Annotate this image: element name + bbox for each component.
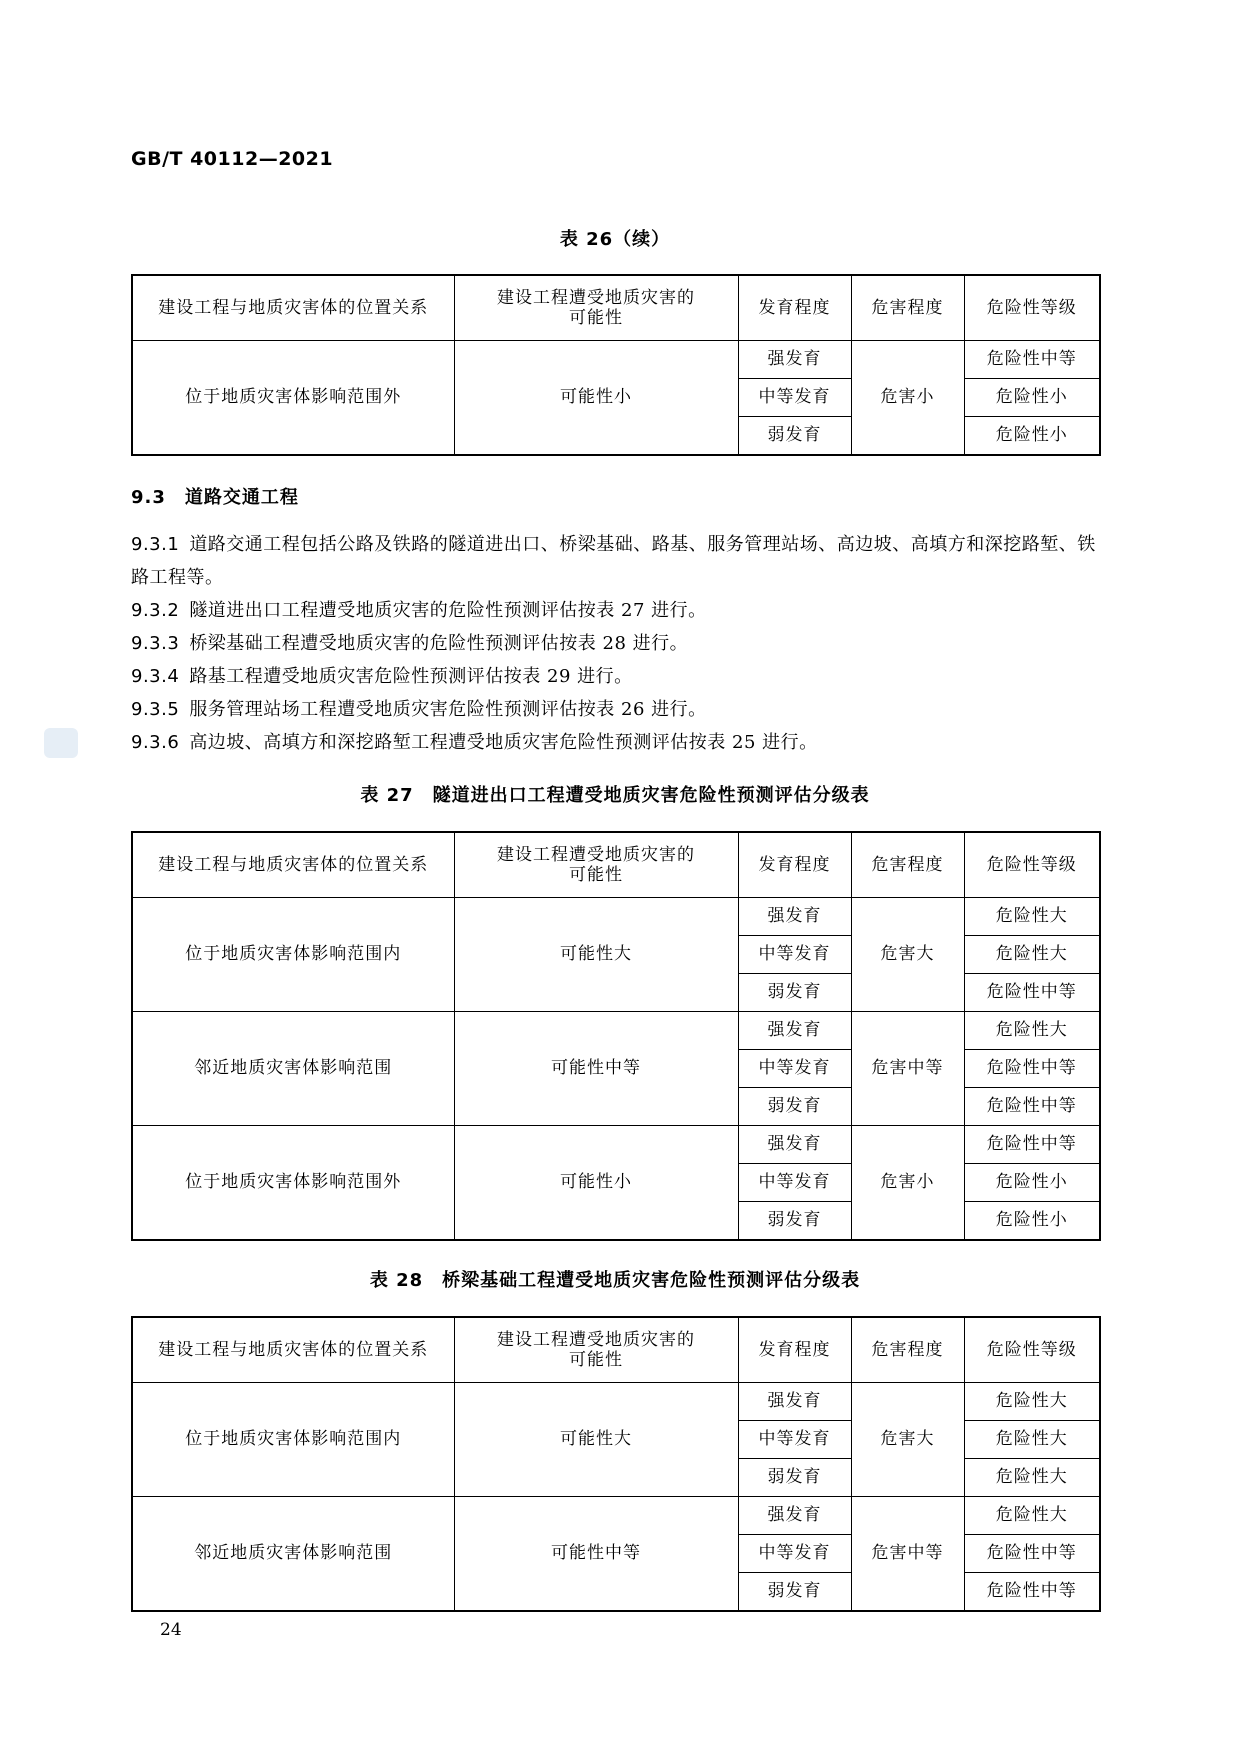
- paragraph-text: 道路交通工程包括公路及铁路的隧道进出口、桥梁基础、路基、服务管理站场、高边坡、高填方和深挖路堑、铁路工程等。: [131, 534, 1096, 588]
- possibility-cell: 可能性中等: [454, 1012, 738, 1126]
- header-possibility-line1: 建设工程遭受地质灾害的: [497, 844, 695, 865]
- paragraph-9-3-6: [131, 726, 1099, 759]
- development-cell: 中等发育: [738, 1421, 851, 1459]
- table27: [131, 831, 1101, 1241]
- header-risk: 危险性等级: [964, 832, 1100, 898]
- paragraph-9-3-3: [131, 627, 1099, 660]
- position-cell: 位于地质灾害体影响范围内: [132, 1383, 454, 1497]
- harm-cell: 危害小: [851, 1126, 964, 1241]
- header-possibility-line1: 建设工程遭受地质灾害的: [497, 1329, 695, 1350]
- position-cell: 位于地质灾害体影响范围外: [132, 341, 454, 456]
- possibility-cell: 可能性小: [454, 341, 738, 456]
- development-cell: 中等发育: [738, 379, 851, 417]
- position-cell: 位于地质灾害体影响范围内: [132, 898, 454, 1012]
- paragraph-number: 9.3.1: [131, 534, 180, 555]
- risk-level-cell: 危险性大: [964, 1383, 1100, 1421]
- paragraph-text: 服务管理站场工程遭受地质灾害危险性预测评估按表 26 进行。: [189, 699, 707, 720]
- risk-level-cell: 危险性小: [964, 417, 1100, 456]
- header-harm: 危害程度: [851, 832, 964, 898]
- paragraph-text: 隧道进出口工程遭受地质灾害的危险性预测评估按表 27 进行。: [189, 600, 707, 621]
- risk-level-cell: 危险性大: [964, 936, 1100, 974]
- risk-level-cell: 危险性中等: [964, 1088, 1100, 1126]
- paragraph-9-3-1: [131, 528, 1099, 594]
- header-row: [132, 832, 1100, 898]
- development-cell: 弱发育: [738, 974, 851, 1012]
- paragraph-9-3-5: [131, 693, 1099, 726]
- paragraph-number: 9.3.3: [131, 633, 180, 654]
- development-cell: 中等发育: [738, 936, 851, 974]
- header-position: 建设工程与地质灾害体的位置关系: [132, 275, 454, 341]
- paragraph-text: 高边坡、高填方和深挖路堑工程遭受地质灾害危险性预测评估按表 25 进行。: [189, 732, 818, 753]
- header-harm: 危害程度: [851, 275, 964, 341]
- risk-level-cell: 危险性中等: [964, 974, 1100, 1012]
- development-cell: 强发育: [738, 1126, 851, 1164]
- development-cell: 弱发育: [738, 1202, 851, 1241]
- harm-cell: 危害大: [851, 1383, 964, 1497]
- header-possibility-line2: 可能性: [569, 308, 623, 328]
- risk-level-cell: 危险性中等: [964, 1573, 1100, 1612]
- header-possibility-line2: 可能性: [569, 865, 623, 885]
- possibility-cell: 可能性小: [454, 1126, 738, 1241]
- header-risk: 危险性等级: [964, 275, 1100, 341]
- header-development: 发育程度: [738, 1317, 851, 1383]
- header-possibility-line2: 可能性: [569, 1350, 623, 1370]
- paragraph-number: 9.3.4: [131, 666, 180, 687]
- paragraph-9-3-4: [131, 660, 1099, 693]
- risk-level-cell: 危险性中等: [964, 1535, 1100, 1573]
- table27-caption: 表 27 隧道进出口工程遭受地质灾害危险性预测评估分级表: [360, 785, 870, 806]
- development-cell: 中等发育: [738, 1050, 851, 1088]
- table26-caption: 表 26（续）: [559, 229, 671, 250]
- table26: [131, 274, 1101, 456]
- development-cell: 强发育: [738, 1383, 851, 1421]
- header-row: [132, 275, 1100, 341]
- harm-cell: 危害中等: [851, 1012, 964, 1126]
- development-cell: 中等发育: [738, 1535, 851, 1573]
- paragraph-9-3-2: [131, 594, 1099, 627]
- table-row: [132, 1126, 1100, 1164]
- table-row: [132, 1383, 1100, 1421]
- header-possibility: [454, 1317, 738, 1383]
- header-position: 建设工程与地质灾害体的位置关系: [132, 832, 454, 898]
- header-position: 建设工程与地质灾害体的位置关系: [132, 1317, 454, 1383]
- development-cell: 弱发育: [738, 1573, 851, 1612]
- development-cell: 中等发育: [738, 1164, 851, 1202]
- risk-level-cell: 危险性大: [964, 1497, 1100, 1535]
- paragraph-text: 路基工程遭受地质灾害危险性预测评估按表 29 进行。: [189, 666, 633, 687]
- section-title: 9.3 道路交通工程: [131, 487, 299, 508]
- header-possibility: [454, 832, 738, 898]
- risk-level-cell: 危险性中等: [964, 1126, 1100, 1164]
- paragraph-number: 9.3.5: [131, 699, 180, 720]
- paragraph-text: 桥梁基础工程遭受地质灾害的危险性预测评估按表 28 进行。: [189, 633, 689, 654]
- harm-cell: 危害大: [851, 898, 964, 1012]
- standard-code: GB/T 40112—2021: [131, 148, 334, 170]
- harm-cell: 危害中等: [851, 1497, 964, 1612]
- development-cell: 弱发育: [738, 417, 851, 456]
- possibility-cell: 可能性大: [454, 898, 738, 1012]
- page-number: 24: [160, 1620, 182, 1640]
- position-cell: 位于地质灾害体影响范围外: [132, 1126, 454, 1241]
- table28-caption: 表 28 桥梁基础工程遭受地质灾害危险性预测评估分级表: [369, 1270, 861, 1291]
- header-possibility-line1: 建设工程遭受地质灾害的: [497, 287, 695, 308]
- development-cell: 强发育: [738, 898, 851, 936]
- paragraph-number: 9.3.6: [131, 732, 180, 753]
- paragraph-number: 9.3.2: [131, 600, 180, 621]
- risk-level-cell: 危险性大: [964, 1459, 1100, 1497]
- table28: [131, 1316, 1101, 1612]
- risk-level-cell: 危险性中等: [964, 341, 1100, 379]
- header-row: [132, 1317, 1100, 1383]
- header-development: 发育程度: [738, 275, 851, 341]
- development-cell: 弱发育: [738, 1088, 851, 1126]
- header-possibility: [454, 275, 738, 341]
- sac-watermark-logo: [44, 728, 78, 758]
- development-cell: 强发育: [738, 1012, 851, 1050]
- risk-level-cell: 危险性大: [964, 898, 1100, 936]
- table-row: [132, 1497, 1100, 1535]
- possibility-cell: 可能性中等: [454, 1497, 738, 1612]
- development-cell: 弱发育: [738, 1459, 851, 1497]
- risk-level-cell: 危险性大: [964, 1012, 1100, 1050]
- risk-level-cell: 危险性中等: [964, 1050, 1100, 1088]
- risk-level-cell: 危险性小: [964, 1164, 1100, 1202]
- risk-level-cell: 危险性大: [964, 1421, 1100, 1459]
- development-cell: 强发育: [738, 1497, 851, 1535]
- table-row: [132, 898, 1100, 936]
- risk-level-cell: 危险性小: [964, 1202, 1100, 1241]
- possibility-cell: 可能性大: [454, 1383, 738, 1497]
- harm-cell: 危害小: [851, 341, 964, 456]
- position-cell: 邻近地质灾害体影响范围: [132, 1012, 454, 1126]
- header-risk: 危险性等级: [964, 1317, 1100, 1383]
- table-row: [132, 341, 1100, 379]
- risk-level-cell: 危险性小: [964, 379, 1100, 417]
- development-cell: 强发育: [738, 341, 851, 379]
- position-cell: 邻近地质灾害体影响范围: [132, 1497, 454, 1612]
- table-row: [132, 1012, 1100, 1050]
- header-development: 发育程度: [738, 832, 851, 898]
- header-harm: 危害程度: [851, 1317, 964, 1383]
